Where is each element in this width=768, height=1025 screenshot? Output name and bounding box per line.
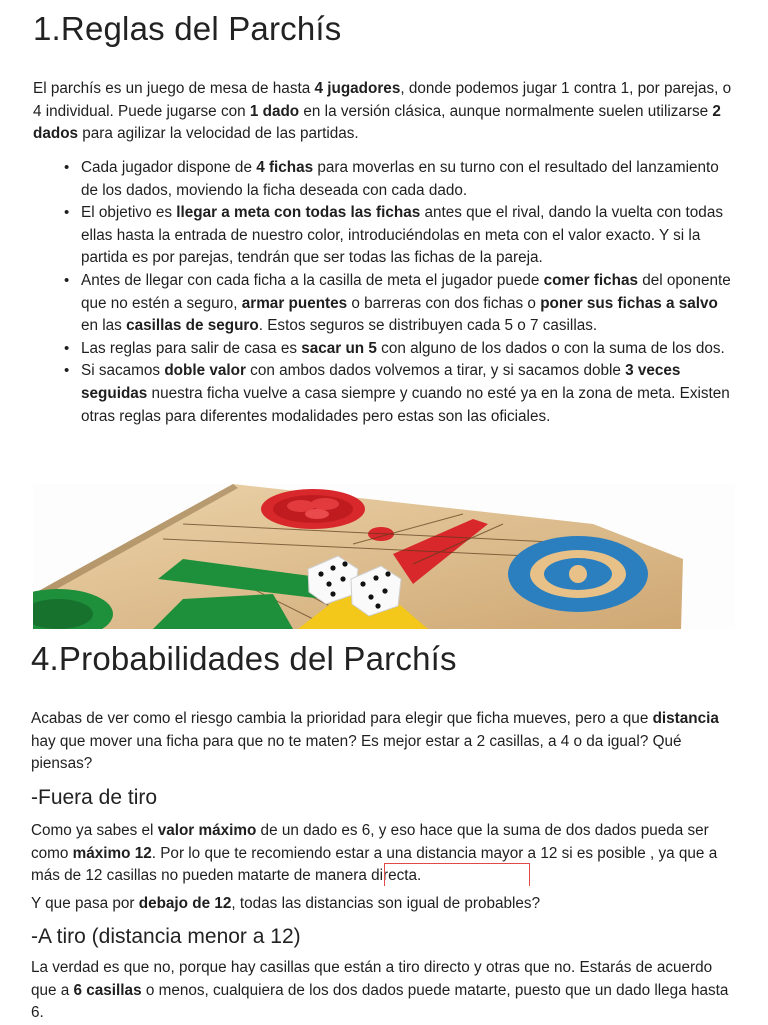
rule-item: • Las reglas para salir de casa es sacar un 5 con alguno de los dados o con la suma de los dos. [64,339,725,357]
subheading-fuera-de-tiro: -Fuera de tiro [31,786,158,809]
section-4-intro: Acabas de ver como el riesgo cambia la prioridad para elegir que ficha mueves, pero a que distancia hay que mover una ficha para que no te maten? Es mejor estar a 2 casillas, a 4 o da igual? Qué piensas? [31,710,719,773]
fuera-de-tiro-paragraph: Como ya sabes el valor máximo de un dado es 6, y eso hace que la suma de dos dados pueda ser como máximo 12. Por lo que te recomiendo estar a una distancia mayor a 12 si es posible , ya que a más de 12 casillas no pueden matarte de manera directa. [31,822,718,885]
section-4-title: 4.Probabilidades del Parchís [31,640,457,677]
highlight-box [384,863,530,886]
section-1-title: 1.Reglas del Parchís [33,10,342,47]
rules-list [64,157,733,428]
rule-item: • Si sacamos doble valor con ambos dados volvemos a tirar, y si sacamos doble 3 veces seguidas nuestra ficha vuelve a casa siempre y cuando no esté ya en la zona de meta. Existen otras reglas para diferentes modalidades pero estas son las oficiales. [64,362,730,425]
parchis-board-image [33,484,735,629]
subheading-a-tiro: -A tiro (distancia menor a 12) [31,925,301,948]
rule-item: • Cada jugador dispone de 4 fichas para moverlas en su turno con el resultado del lanzamiento de los dados, moviendo la ficha deseada con cada dado. [64,159,719,199]
a-tiro-paragraph: La verdad es que no, porque hay casillas que están a tiro directo y otras que no. Estarás de acuerdo que a 6 casillas o menos, cualquiera de los dos dados puede matarte, puesto que un dado llega hasta 6. [31,959,729,1022]
debajo-de-12-paragraph: Y que pasa por debajo de 12, todas las distancias son igual de probables? [31,895,541,912]
section-1-intro: El parchís es un juego de mesa de hasta 4 jugadores, donde podemos jugar 1 contra 1, por parejas, o 4 individual. Puede jugarse con 1 dado en la versión clásica, aunque normalmente suelen utilizarse 2 dados para agilizar la velocidad de las partidas. [33,80,732,143]
rule-item: • Antes de llegar con cada ficha a la casilla de meta el jugador puede comer fichas del oponente que no estén a seguro, armar puentes o barreras con dos fichas o poner sus fichas a salvo en las casillas de seguro. Estos seguros se distribuyen cada 5 o 7 casillas. [64,271,731,335]
parchis-board-illustration [33,484,735,629]
rule-item: • El objetivo es llegar a meta con todas las fichas antes que el rival, dando la vuelta con todas ellas hasta la entrada de nuestro color, introduciéndolas en meta con el valor exacto. Y si la partida es por parejas, tendrán que ser todas las fichas de la pareja. [64,204,723,267]
